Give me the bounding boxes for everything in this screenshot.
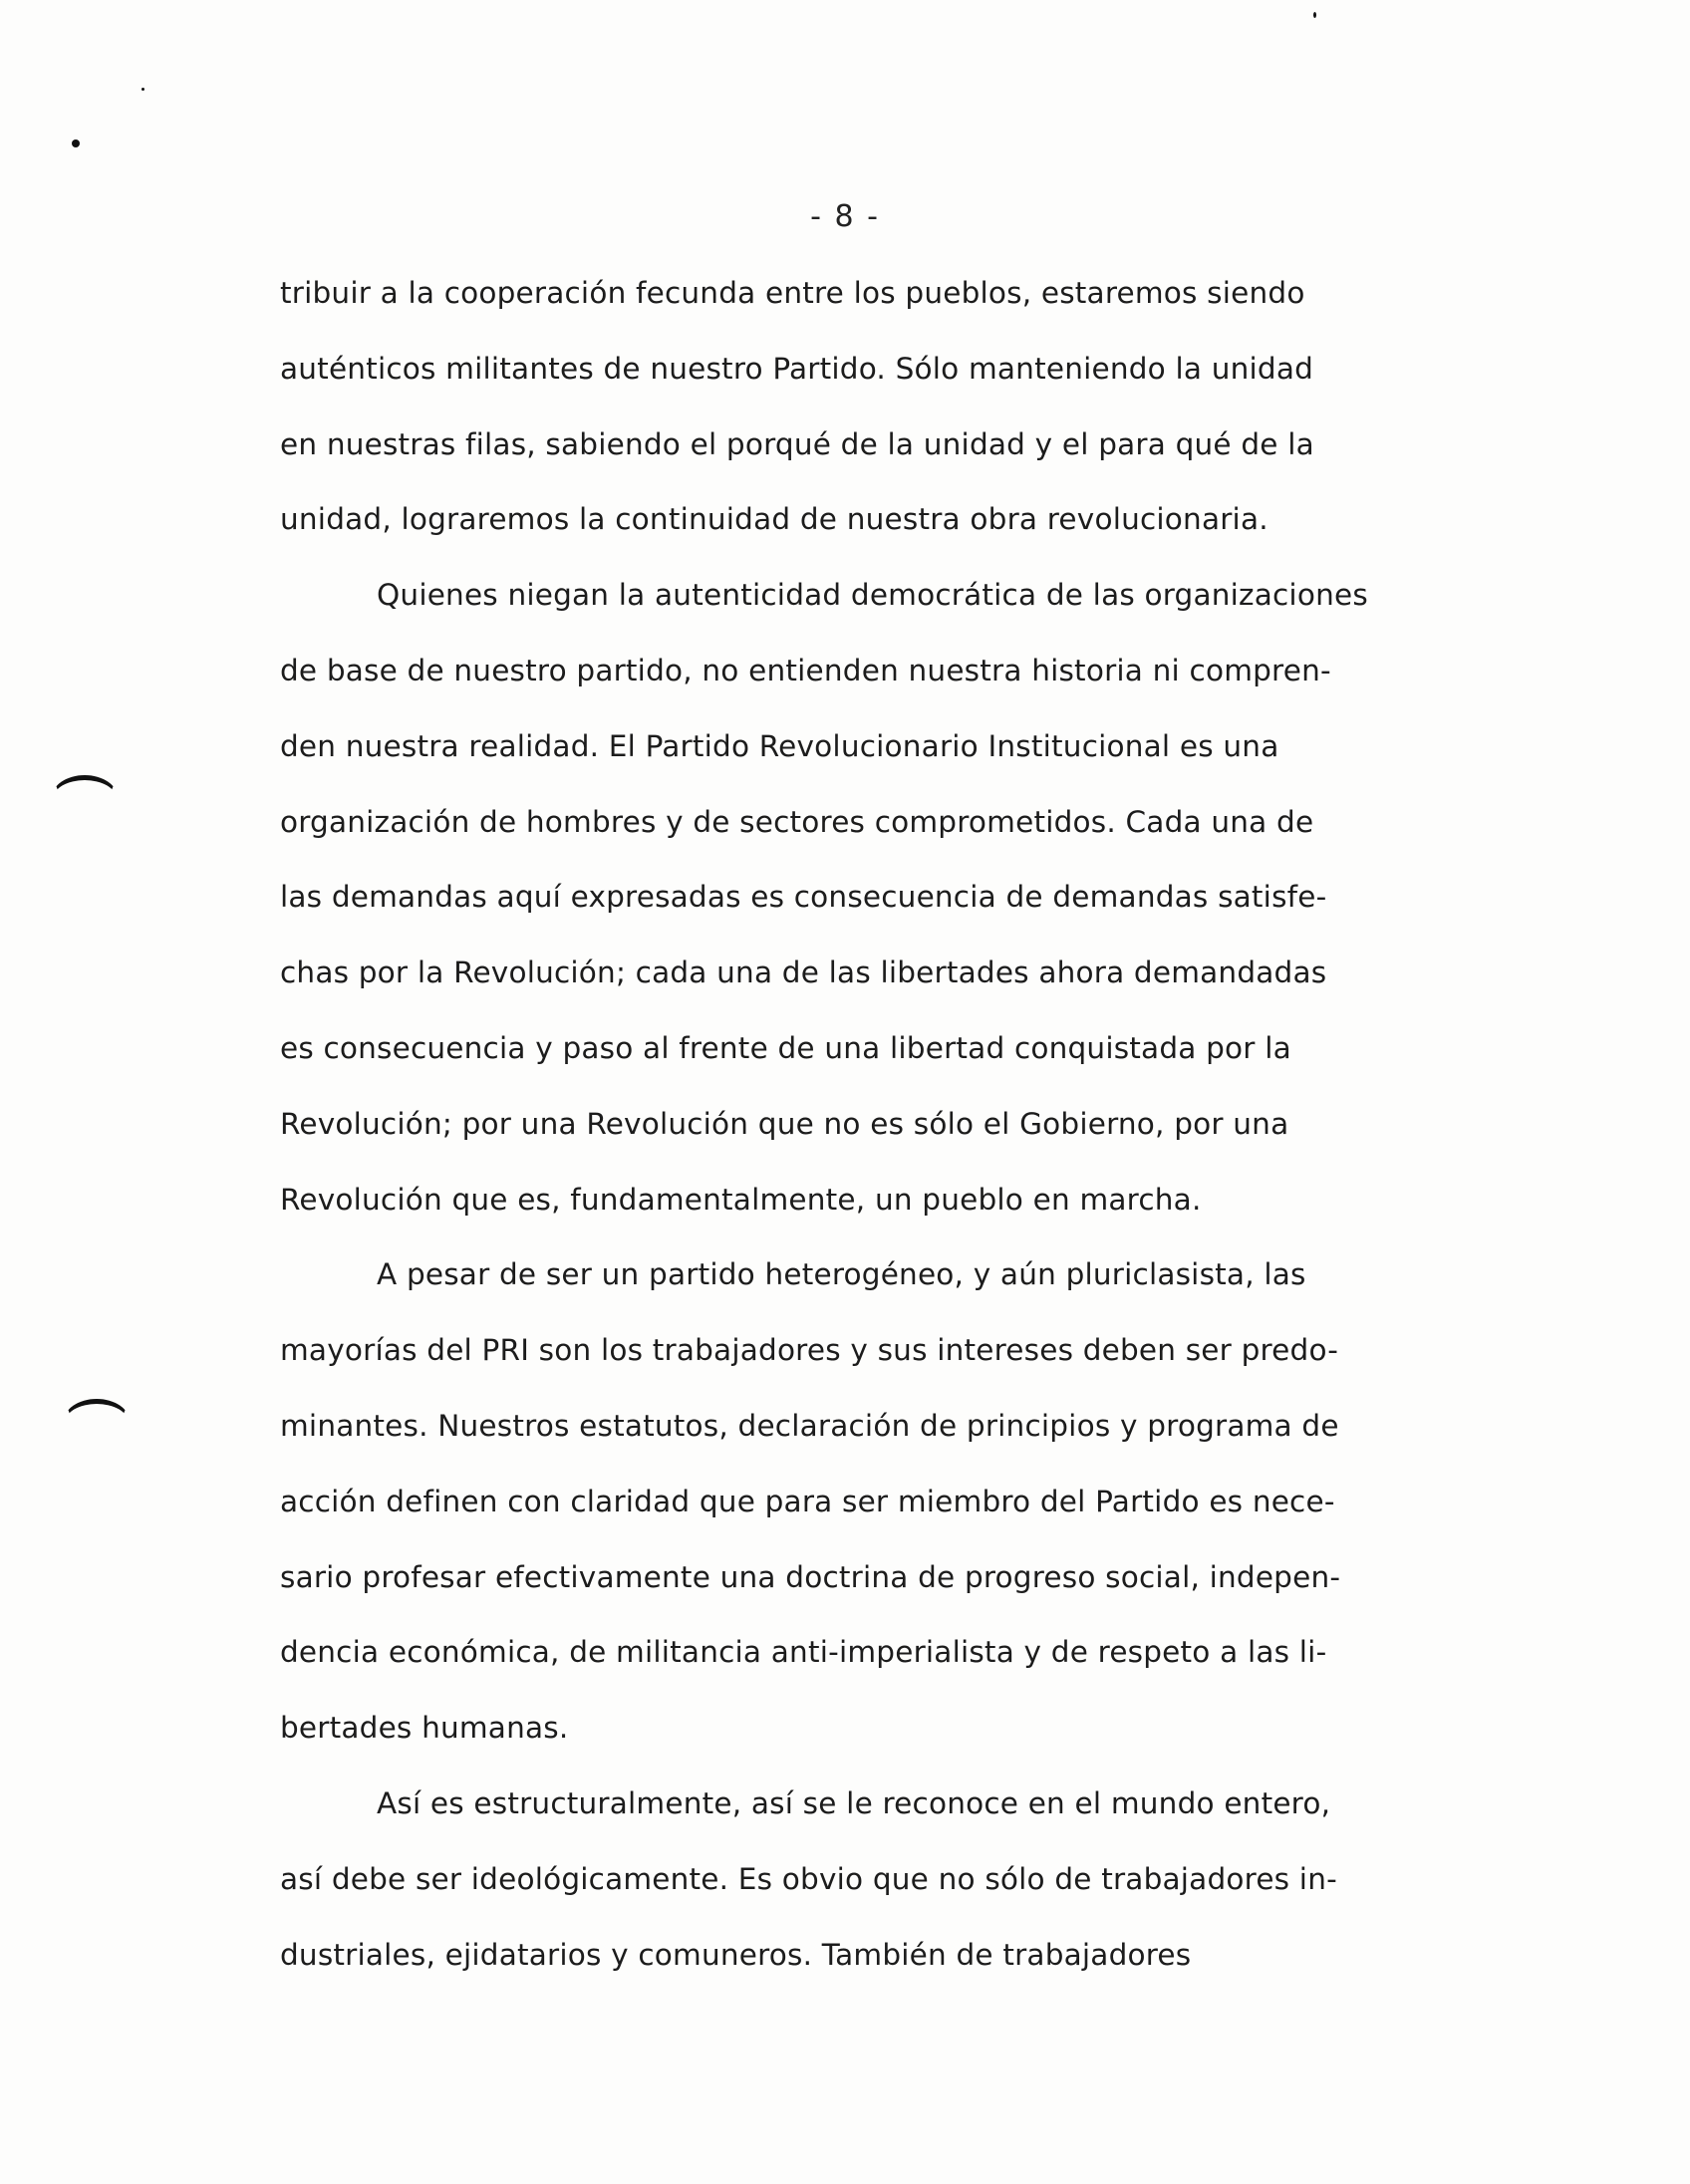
text-line: mayorías del PRI son los trabajadores y sus intereses deben ser predo- — [280, 1333, 1339, 1367]
text-line: bertades humanas. — [280, 1711, 569, 1745]
text-line: es consecuencia y paso al frente de una libertad conquistada por la — [280, 1031, 1291, 1065]
text-line: las demandas aquí expresadas es consecuencia de demandas satisfe- — [280, 880, 1327, 914]
punch-hole-mark — [52, 775, 118, 820]
text-line: dustriales, ejidatarios y comuneros. También de trabajadores — [280, 1938, 1192, 1972]
scan-speck — [141, 88, 144, 91]
text-line: chas por la Revolución; cada una de las libertades ahora demandadas — [280, 956, 1327, 989]
paragraph-start-line: Así es estructuralmente, así se le reconoce en el mundo entero, — [377, 1786, 1331, 1820]
scan-speck — [72, 139, 80, 147]
text-line: organización de hombres y de sectores comprometidos. Cada una de — [280, 805, 1314, 839]
punch-hole-mark — [64, 1399, 130, 1444]
text-line: auténticos militantes de nuestro Partido. Sólo manteniendo la unidad — [280, 352, 1314, 386]
page-number: - 8 - — [810, 199, 880, 234]
paragraph-start-line: Quienes niegan la autenticidad democrática de las organizaciones — [377, 578, 1368, 612]
text-line: sario profesar efectivamente una doctrina de progreso social, indepen- — [280, 1560, 1341, 1594]
text-line: Revolución que es, fundamentalmente, un pueblo en marcha. — [280, 1183, 1202, 1217]
text-line: de base de nuestro partido, no entienden nuestra historia ni compren- — [280, 654, 1331, 687]
text-line: Revolución; por una Revolución que no es sólo el Gobierno, por una — [280, 1107, 1289, 1141]
text-line: acción definen con claridad que para ser miembro del Partido es nece- — [280, 1485, 1335, 1518]
text-line: dencia económica, de militancia anti-imperialista y de respeto a las li- — [280, 1635, 1327, 1669]
text-line: así debe ser ideológicamente. Es obvio que no sólo de trabajadores in- — [280, 1862, 1337, 1896]
scan-speck — [1313, 12, 1316, 18]
text-line: unidad, lograremos la continuidad de nuestra obra revolucionaria. — [280, 502, 1268, 536]
text-line: minantes. Nuestros estatutos, declaración de principios y programa de — [280, 1409, 1339, 1443]
text-line: tribuir a la cooperación fecunda entre los pueblos, estaremos siendo — [280, 276, 1305, 310]
text-line: den nuestra realidad. El Partido Revolucionario Institucional es una — [280, 729, 1279, 763]
text-line: en nuestras filas, sabiendo el porqué de la unidad y el para qué de la — [280, 427, 1314, 461]
paragraph-start-line: A pesar de ser un partido heterogéneo, y aún pluriclasista, las — [377, 1257, 1306, 1291]
